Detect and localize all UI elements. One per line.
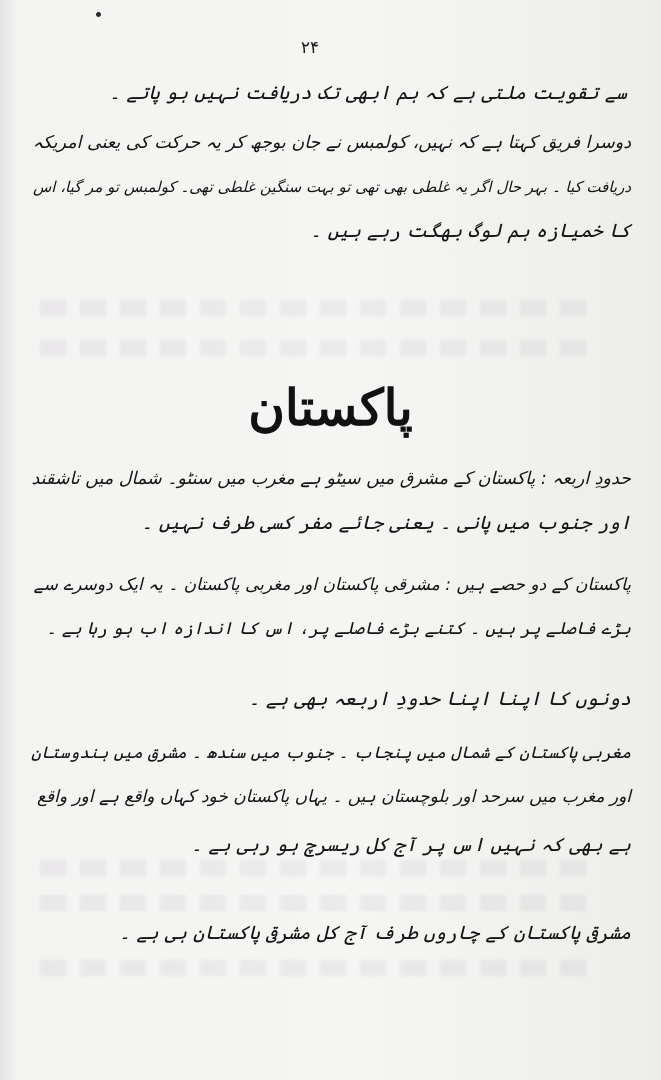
text-line: بڑے فاصلے پر ہیں ۔ کتنے بڑے فاصلے پر، اس کا اندازہ اب ہو رہا ہے ۔ bbox=[46, 619, 631, 639]
text-line: اور جنوب میں پانی ۔ یعنی جائے مفر کسی طرف نہیں ۔ bbox=[141, 512, 631, 534]
show-through-text bbox=[40, 340, 600, 356]
ink-speck bbox=[96, 12, 101, 17]
text-line: ہے بھی کہ نہیں اس پر آج کل ریسرچ ہو رہی ہے ۔ bbox=[191, 834, 631, 856]
text-line: کا خمیازہ ہم لوگ بھگت رہے ہیں ۔ bbox=[310, 220, 631, 242]
text-line: مشرقی پاکستان کے چاروں طرف آج کل مشرقی پاکستان ہی ہے ۔ bbox=[119, 922, 631, 944]
show-through-text bbox=[40, 895, 600, 911]
show-through-text bbox=[40, 860, 600, 876]
text-line: دریافت کیا ۔ بہر حال اگر یہ غلطی بھی تھی تو بہت سنگین غلطی تھی۔ کولمبس تو مر گیا، اس bbox=[32, 178, 631, 196]
text-line: اور مغرب میں سرحد اور بلوچستان ہیں ۔ یہاں پاکستان خود کہاں واقع ہے اور واقع bbox=[36, 787, 631, 807]
text-line: دوسرا فریق کہتا ہے کہ نہیں، کولمبس نے جان بوجھ کر یہ حرکت کی یعنی امریکہ bbox=[32, 133, 631, 153]
page-number: ۲۴ bbox=[300, 38, 320, 58]
section-heading: پاکستان bbox=[248, 378, 413, 437]
text-line: مغربی پاکستان کے شمال میں پنجاب ۔ جنوب میں سندھ ۔ مشرق میں ہندوستان bbox=[31, 743, 631, 762]
text-line: حدودِ اربعہ : پاکستان کے مشرق میں سیٹو ہے مغرب میں سنٹو۔ شمال میں تاشقند bbox=[31, 469, 631, 489]
text-line: پاکستان کے دو حصے ہیں : مشرقی پاکستان اور مغربی پاکستان ۔ یہ ایک دوسرے سے bbox=[33, 575, 631, 595]
text-line: دونوں کا اپنا اپنا حدودِ اربعہ بھی ہے ۔ bbox=[248, 688, 631, 710]
text-line: سے تقویت ملتی ہے کہ ہم ابھی تک دریافت نہیں ہو پاتے ۔ bbox=[109, 82, 627, 104]
show-through-text bbox=[40, 960, 600, 976]
show-through-text bbox=[40, 300, 600, 316]
